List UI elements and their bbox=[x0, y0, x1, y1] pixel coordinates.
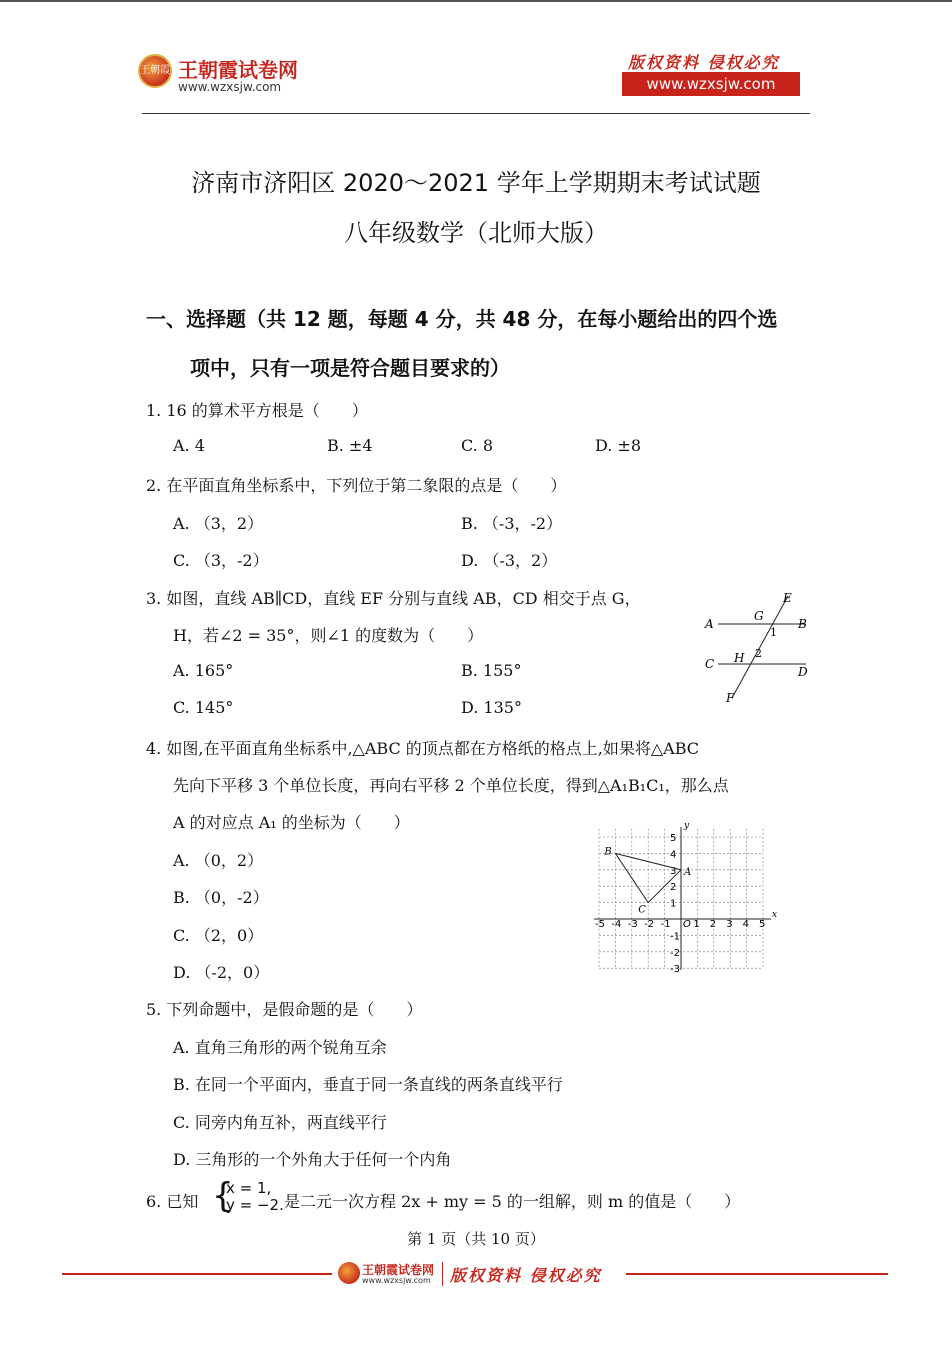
y-axis-label: y bbox=[684, 820, 690, 831]
q3-option-b: B. 155° bbox=[461, 661, 522, 680]
q2-option-b: B. （-3，-2） bbox=[461, 514, 563, 533]
x-tick-label: -2 bbox=[644, 919, 655, 930]
q4-stem-line1: 4. 如图,在平面直角坐标系中,△ABC 的顶点都在方格纸的格点上,如果将△ABC bbox=[146, 739, 700, 758]
q4-option-b: B. （0，-2） bbox=[173, 888, 269, 907]
exam-subtitle: 八年级数学（北师大版） bbox=[344, 219, 608, 247]
y-tick-label: 1 bbox=[670, 898, 677, 910]
q5-option-a: A. 直角三角形的两个锐角互余 bbox=[173, 1038, 387, 1057]
label-h: H bbox=[734, 651, 745, 665]
footer-logo-url: www.wzxsjw.com bbox=[362, 1276, 431, 1285]
q2-option-c: C. （3，-2） bbox=[173, 551, 269, 570]
q1-option-d: D. ±8 bbox=[595, 436, 642, 455]
y-tick-label: 3 bbox=[670, 865, 677, 877]
q6-suffix: 是二元一次方程 2x + my = 5 的一组解，则 m 的值是（ ） bbox=[284, 1192, 741, 1211]
q4-stem-line3: A 的对应点 A₁ 的坐标为（ ） bbox=[173, 813, 410, 832]
q3-stem-line2: H，若∠2 = 35°，则∠1 的度数为（ ） bbox=[173, 626, 484, 645]
x-tick-label: O bbox=[683, 919, 691, 930]
label-c: C bbox=[705, 657, 715, 671]
footer-logo-name: 王朝霞试卷网 bbox=[362, 1263, 435, 1277]
label-g: G bbox=[754, 609, 764, 623]
footer-logo-seal-icon bbox=[338, 1262, 360, 1284]
label-d: D bbox=[798, 665, 808, 679]
x-tick-label: 2 bbox=[709, 919, 717, 930]
logo-name: 王朝霞试卷网 bbox=[178, 58, 298, 82]
point-a-label: A bbox=[684, 866, 692, 878]
q2-stem: 2. 在平面直角坐标系中，下列位于第二象限的点是（ ） bbox=[146, 476, 567, 495]
rights-notice: 版权资料 侵权必究 bbox=[628, 53, 780, 72]
q5-option-d: D. 三角形的一个外角大于任何一个内角 bbox=[173, 1150, 452, 1169]
label-angle-2: 2 bbox=[755, 647, 762, 660]
section-heading-line1: 一、选择题（共 12 题，每题 4 分，共 48 分，在每小题给出的四个选 bbox=[146, 307, 778, 331]
q6-equation-x: x = 1, bbox=[226, 1179, 272, 1197]
q3-option-a: A. 165° bbox=[173, 661, 234, 680]
y-tick-label: 2 bbox=[670, 882, 677, 894]
footer-rule-left bbox=[62, 1273, 332, 1275]
header-divider bbox=[142, 113, 810, 114]
q1-stem: 1. 16 的算术平方根是（ ） bbox=[146, 401, 368, 420]
point-c-label: C bbox=[638, 904, 646, 916]
q2-option-d: D. （-3，2） bbox=[461, 551, 558, 570]
q4-option-c: C. （2，0） bbox=[173, 926, 264, 945]
q5-option-c: C. 同旁内角互补，两直线平行 bbox=[173, 1113, 387, 1132]
x-axis-label: x bbox=[772, 910, 778, 920]
q5-stem: 5. 下列命题中，是假命题的是（ ） bbox=[146, 1000, 423, 1019]
q1-option-a: A. 4 bbox=[173, 436, 205, 455]
q4-option-a: A. （0，2） bbox=[173, 851, 264, 870]
q6-equation-y: y = −2. bbox=[226, 1196, 284, 1214]
section-heading-line2: 项中，只有一项是符合题目要求的） bbox=[190, 356, 510, 380]
q2-option-a: A. （3，2） bbox=[173, 514, 264, 533]
top-border bbox=[0, 0, 952, 2]
q6-brace: { bbox=[212, 1176, 234, 1216]
q6-prefix: 6. 已知 bbox=[146, 1192, 199, 1211]
label-e: E bbox=[783, 591, 792, 605]
point-b-label: B bbox=[604, 846, 612, 858]
q3-stem-line1: 3. 如图，直线 AB∥CD，直线 EF 分别与直线 AB，CD 相交于点 G， bbox=[146, 589, 641, 608]
label-angle-1: 1 bbox=[770, 626, 777, 639]
y-tick-label: -2 bbox=[670, 947, 680, 959]
q4-coordinate-grid-figure bbox=[595, 820, 780, 976]
x-tick-label: 5 bbox=[759, 919, 766, 930]
footer-rights-notice: 版权资料 侵权必究 bbox=[450, 1266, 602, 1285]
y-tick-label: 5 bbox=[670, 833, 677, 844]
logo-url: www.wzxsjw.com bbox=[178, 80, 282, 94]
q3-parallel-lines-figure bbox=[700, 588, 815, 706]
q4-stem-line2: 先向下平移 3 个单位长度，再向右平移 2 个单位长度，得到△A₁B₁C₁，那么点 bbox=[173, 776, 729, 795]
x-tick-label: -4 bbox=[611, 919, 622, 930]
y-tick-label: -1 bbox=[670, 931, 680, 943]
label-b: B bbox=[798, 617, 807, 631]
x-tick-label: 1 bbox=[693, 919, 700, 930]
q1-option-b: B. ±4 bbox=[327, 436, 373, 455]
x-tick-label: 3 bbox=[726, 919, 733, 930]
x-tick-label: 4 bbox=[742, 919, 749, 930]
x-tick-label: -5 bbox=[595, 919, 605, 930]
q3-option-d: D. 135° bbox=[461, 698, 522, 717]
x-tick-label: -3 bbox=[627, 919, 638, 930]
url-banner: www.wzxsjw.com bbox=[622, 72, 800, 96]
x-tick-label: -1 bbox=[660, 919, 671, 930]
q3-option-c: C. 145° bbox=[173, 698, 234, 717]
page-number: 第 1 页（共 10 页） bbox=[407, 1230, 545, 1248]
q1-option-c: C. 8 bbox=[461, 436, 494, 455]
label-a: A bbox=[705, 617, 714, 631]
y-tick-label: 4 bbox=[670, 849, 677, 861]
footer-divider bbox=[442, 1262, 443, 1286]
label-f: F bbox=[726, 691, 735, 705]
y-tick-label: -3 bbox=[670, 964, 680, 976]
footer-rule-right bbox=[626, 1273, 888, 1275]
q5-option-b: B. 在同一个平面内，垂直于同一条直线的两条直线平行 bbox=[173, 1075, 563, 1094]
logo-seal-icon: 王朝霞 bbox=[138, 54, 172, 88]
exam-title: 济南市济阳区 2020～2021 学年上学期期末考试试题 bbox=[191, 169, 761, 197]
q4-option-d: D. （-2，0） bbox=[173, 963, 270, 982]
